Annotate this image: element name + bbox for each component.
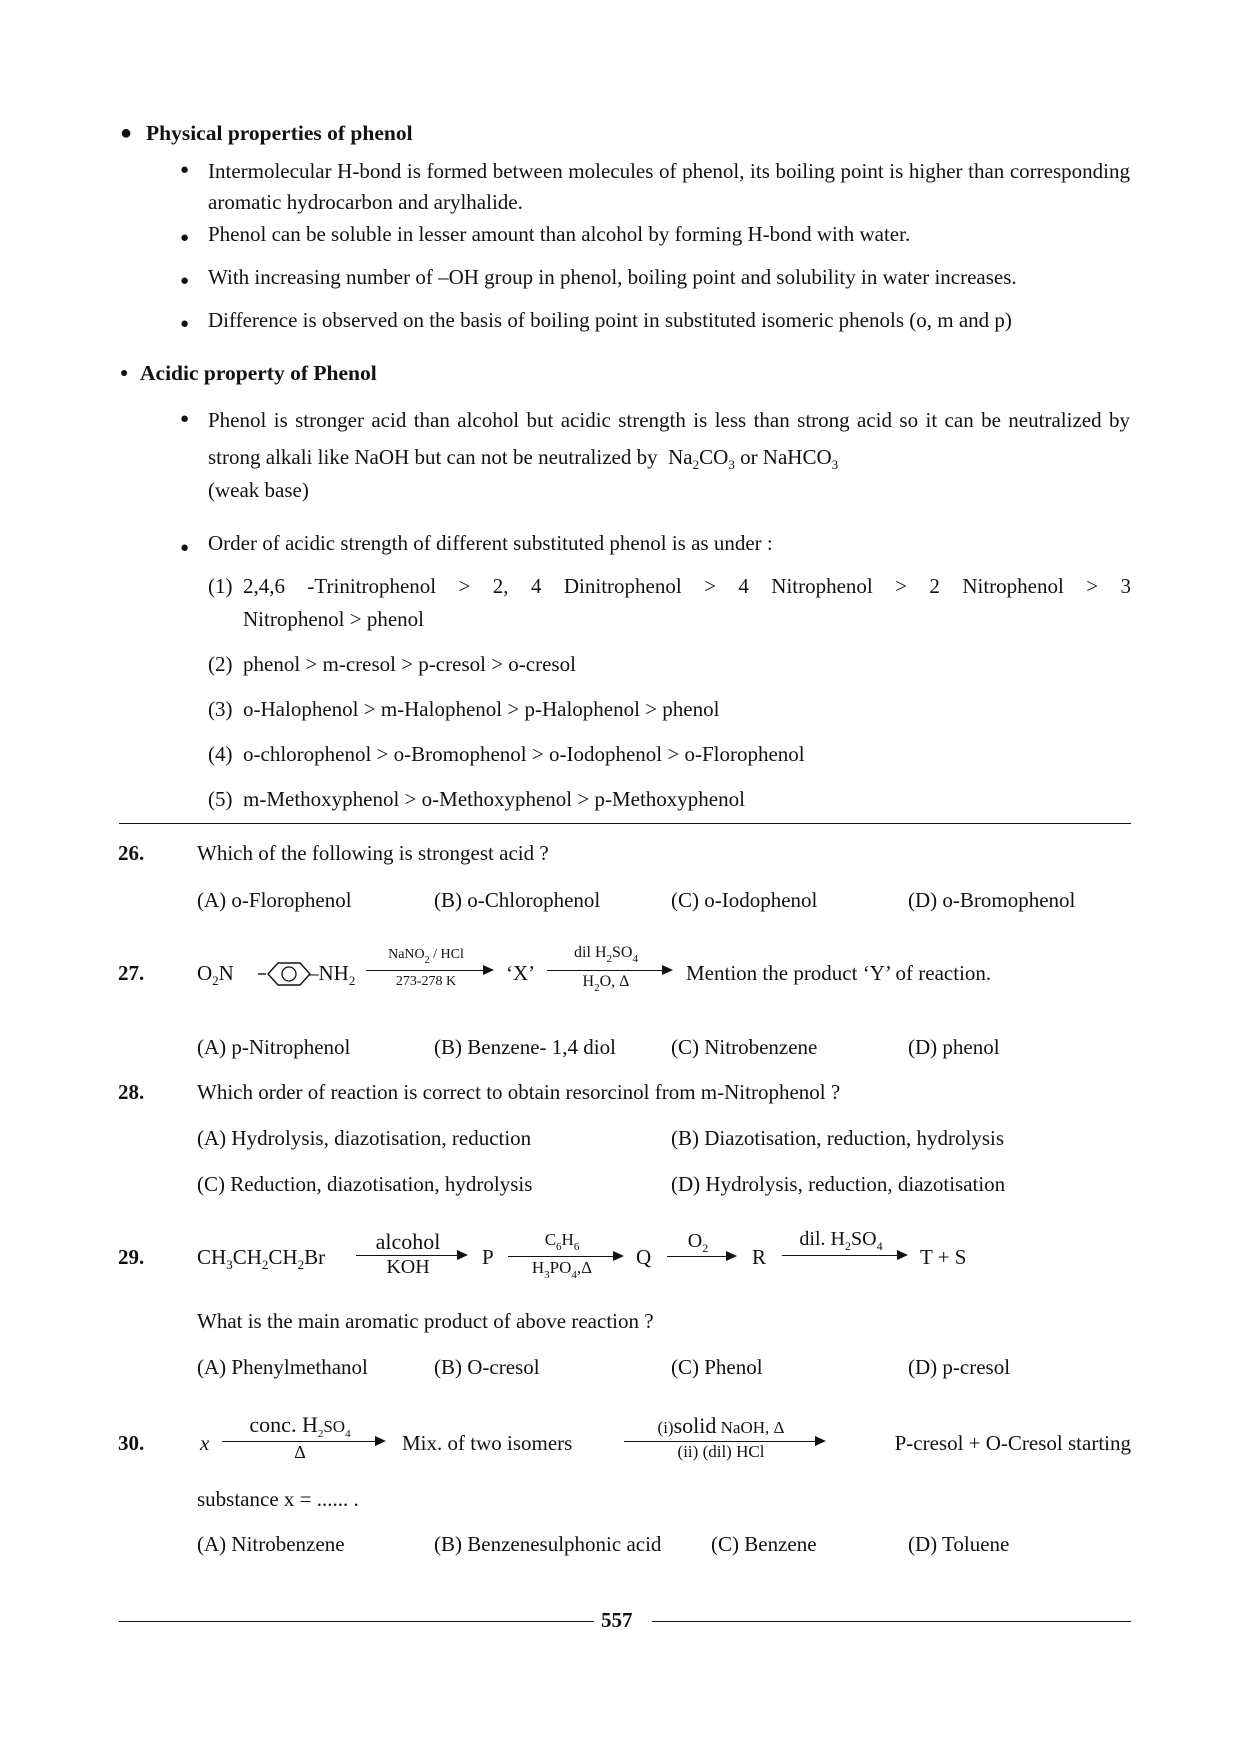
option-a: (A) Nitrobenzene xyxy=(197,1532,345,1556)
arrow-top-label: conc. $H_2SO_4$ xyxy=(249,1412,351,1440)
product-r: R xyxy=(752,1245,767,1269)
order-text: o-Halophenol > m-Halophenol > p-Halophenol > phenol xyxy=(243,697,720,721)
bullet-icon: ● xyxy=(180,540,190,556)
product-p: P xyxy=(482,1245,494,1269)
arrow-bottom-label: (ii) (dil) HCl xyxy=(677,1442,765,1461)
option-c: (C) Phenol xyxy=(671,1355,763,1379)
arrow-top-label: alcohol xyxy=(375,1229,441,1254)
arrow-bottom-label: 273-278 K xyxy=(395,974,457,989)
option-a: (A) Hydrolysis, diazotisation, reduction xyxy=(197,1126,532,1150)
option-b: (B) O-cresol xyxy=(434,1355,540,1379)
acidic-point-1-end: (weak base) xyxy=(208,478,309,502)
question-number: 30. xyxy=(118,1431,145,1455)
bullet-icon: ● xyxy=(180,162,190,178)
order-number: (3) xyxy=(208,697,233,721)
acidic-point-2: Order of acidic strength of different substituted phenol is as under : xyxy=(208,531,773,555)
physical-point-4: Difference is observed on the basis of boiling point in substituted isomeric phenols (o, m and p) xyxy=(208,308,1012,332)
section-heading-acidic: Acidic property of Phenol xyxy=(140,361,377,385)
products-text: P-cresol + O-Cresol starting xyxy=(894,1431,1131,1455)
option-c: (C) Reduction, diazotisation, hydrolysis xyxy=(197,1172,533,1196)
option-c: (C) Nitrobenzene xyxy=(671,1035,818,1059)
order-text: o-chlorophenol > o-Bromophenol > o-Iodophenol > o-Florophenol xyxy=(243,742,805,766)
option-a: (A) p-Nitrophenol xyxy=(197,1035,351,1059)
order-number: (2) xyxy=(208,652,233,676)
order-text: 2,4,6 -Trinitrophenol > 2, 4 Dinitrophenol > 4 Nitrophenol > 2 Nitrophenol > 3 xyxy=(243,574,1131,598)
option-b: (B) o-Chlorophenol xyxy=(434,888,601,912)
option-d: (D) Hydrolysis, reduction, diazotisation xyxy=(671,1172,1006,1196)
option-b: (B) Benzene- 1,4 diol xyxy=(434,1035,616,1059)
arrow-bottom-label: $H_3PO_4,\Delta$ xyxy=(531,1258,593,1281)
bullet-icon: ● xyxy=(180,230,190,246)
option-d: (D) phenol xyxy=(908,1035,1000,1059)
question-number: 26. xyxy=(118,841,145,865)
reaction-arrow xyxy=(782,1228,908,1279)
bullet-icon: ● xyxy=(180,316,190,332)
arrow-top-label: $O_2$ xyxy=(687,1230,709,1255)
question-text: Which order of reaction is correct to obtain resorcinol from m-Nitrophenol ? xyxy=(197,1080,841,1104)
arrow-bottom-label: KOH xyxy=(386,1256,430,1278)
intermediate-x: ‘X’ xyxy=(506,961,536,985)
reaction-arrow xyxy=(624,1413,826,1465)
formula-nahco3: or NaHCO$_3$ xyxy=(740,445,839,472)
reaction-arrow xyxy=(508,1230,624,1281)
section-divider xyxy=(119,823,1131,824)
option-b: (B) Diazotisation, reduction, hydrolysis xyxy=(671,1126,1005,1150)
question-text: What is the main aromatic product of above reaction ? xyxy=(197,1309,654,1333)
reaction-arrow xyxy=(222,1412,386,1465)
option-a: (A) o-Florophenol xyxy=(197,888,352,912)
option-d: (D) p-cresol xyxy=(908,1355,1011,1379)
reactant-formula: $CH_3CH_2CH_2Br$ xyxy=(197,1245,326,1272)
arrow-top-label: $C_6H_6$ xyxy=(544,1230,580,1253)
option-a: (A) Phenylmethanol xyxy=(197,1355,368,1379)
arrow-top-label: (i)solid NaOH, Δ xyxy=(657,1413,785,1438)
bullet-icon: ● xyxy=(180,273,190,289)
option-d: (D) o-Bromophenol xyxy=(908,888,1076,912)
mixture-label: Mix. of two isomers xyxy=(402,1431,573,1455)
option-d: (D) Toluene xyxy=(908,1532,1010,1556)
question-number: 29. xyxy=(118,1245,145,1269)
question-text: Which of the following is strongest acid ? xyxy=(197,841,549,865)
option-c: (C) Benzene xyxy=(711,1532,817,1556)
question-number: 27. xyxy=(118,961,145,985)
formula-nh2: $-NH_2$ xyxy=(308,961,356,988)
order-number: (4) xyxy=(208,742,233,766)
order-text: phenol > m-cresol > p-cresol > o-cresol xyxy=(243,652,576,676)
physical-point-2: Phenol can be soluble in lesser amount than alcohol by forming H-bond with water. xyxy=(208,222,911,246)
order-text-cont: Nitrophenol > phenol xyxy=(243,607,424,631)
order-text: m-Methoxyphenol > o-Methoxyphenol > p-Methoxyphenol xyxy=(243,787,745,811)
bullet-icon: ● xyxy=(120,366,129,381)
physical-point-1: Intermolecular H-bond is formed between molecules of phenol, its boiling point is higher than corresponding aromatic hydrocarbon and arylhalide. xyxy=(208,159,1130,214)
reaction-arrow xyxy=(356,1231,468,1279)
product-q: Q xyxy=(636,1245,652,1269)
bullet-icon: ● xyxy=(180,411,190,427)
option-c: (C) o-Iodophenol xyxy=(671,888,818,912)
page-number: 557 xyxy=(601,1608,633,1632)
reaction-arrow xyxy=(667,1230,737,1279)
reaction-arrow xyxy=(366,947,494,990)
option-b: (B) Benzenesulphonic acid xyxy=(434,1532,662,1556)
bullet-icon: ● xyxy=(120,122,133,144)
arrow-top-label: dil $H_2SO_4$ xyxy=(574,944,638,965)
question-text: substance x = ...... . xyxy=(197,1487,359,1511)
physical-point-3: With increasing number of –OH group in phenol, boiling point and solubility in water increases. xyxy=(208,265,1017,289)
order-number: (1) xyxy=(208,574,233,598)
arrow-bottom-label: Δ xyxy=(294,1442,306,1462)
acidic-point-1-text: Phenol is stronger acid than alcohol but acidic strength is less than strong acid so it can be neutralized by strong alkali like NaOH but can not be neutralized by xyxy=(208,408,1130,469)
products-t-s: T + S xyxy=(920,1245,967,1269)
arrow-bottom-label: $H_2O$, Δ xyxy=(582,973,630,994)
footer-rule-left xyxy=(119,1621,594,1622)
acidic-point-1 xyxy=(208,402,1130,476)
arrow-top-label: dil. $H_2SO_4$ xyxy=(799,1228,883,1253)
question-number: 28. xyxy=(118,1080,145,1104)
arrow-top-label: NaNO$_2$ / HCl xyxy=(388,947,464,966)
question-text: Mention the product ‘Y’ of reaction. xyxy=(686,961,992,985)
footer-rule-right xyxy=(652,1621,1131,1622)
reaction-arrow xyxy=(547,944,673,994)
formula-o2n: $O_2N$ xyxy=(197,961,234,988)
section-heading-physical: Physical properties of phenol xyxy=(146,121,413,145)
formula-na2co3: $Na_2CO_3$ xyxy=(668,445,735,472)
order-number: (5) xyxy=(208,787,233,811)
unknown-x: x xyxy=(200,1431,210,1455)
